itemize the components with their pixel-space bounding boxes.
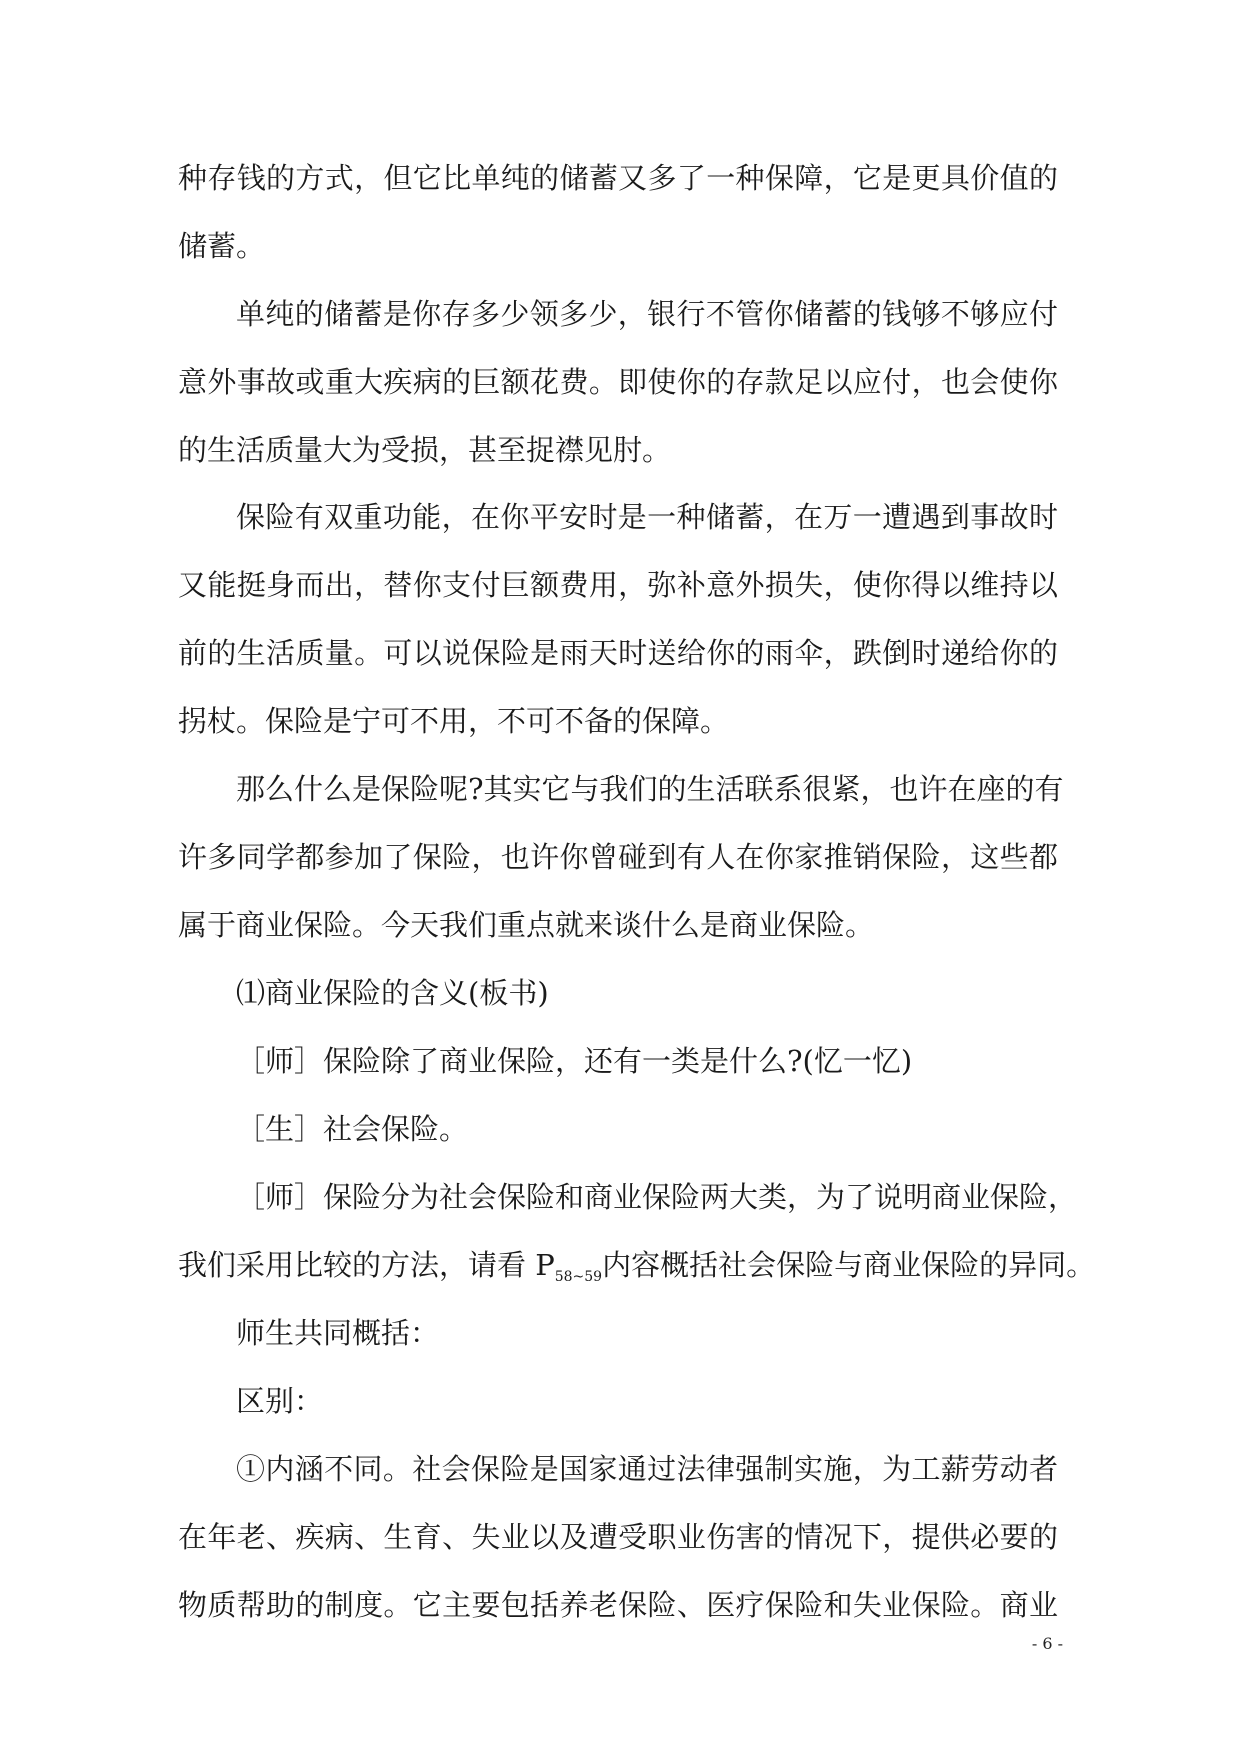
text-line: 拐杖。保险是宁可不用，不可不备的保障。 — [178, 704, 730, 738]
text-line: 种存钱的方式，但它比单纯的储蓄又多了一种保障，它是更具价值的 — [178, 161, 1058, 195]
page-number: - 6 - — [1031, 1634, 1063, 1653]
dialogue-line: ［师］保险除了商业保险，还有一类是什么?(忆一忆) — [236, 1044, 913, 1078]
text-fragment: 我们采用比较的方法，请看 P — [178, 1248, 555, 1282]
text-line: 的生活质量大为受损，甚至捉襟见肘。 — [178, 433, 672, 467]
text-line: 许多同学都参加了保险，也许你曾碰到有人在你家推销保险，这些都 — [178, 840, 1058, 874]
text-line: 物质帮助的制度。它主要包括养老保险、医疗保险和失业保险。商业 — [178, 1588, 1058, 1622]
text-line: 师生共同概括： — [236, 1316, 440, 1350]
dialogue-line: ［师］保险分为社会保险和商业保险两大类，为了说明商业保险， — [236, 1180, 1078, 1214]
text-line: 属于商业保险。今天我们重点就来谈什么是商业保险。 — [178, 908, 875, 942]
text-line: 又能挺身而出，替你支付巨额费用，弥补意外损失，使你得以维持以 — [178, 568, 1058, 602]
dialogue-line: ［生］社会保险。 — [236, 1112, 469, 1146]
page-range-subscript: 58~59 — [554, 1269, 603, 1285]
text-fragment: 内容概括社会保险与商业保险的异同。 — [602, 1248, 1096, 1282]
text-line: ①内涵不同。社会保险是国家通过法律强制实施，为工薪劳动者 — [236, 1452, 1058, 1486]
text-line: 意外事故或重大疾病的巨额花费。即使你的存款足以应付，也会使你 — [178, 365, 1058, 399]
section-heading: ⑴商业保险的含义(板书) — [236, 976, 549, 1010]
text-line: 在年老、疾病、生育、失业以及遭受职业伤害的情况下，提供必要的 — [178, 1520, 1058, 1554]
text-line: 区别： — [236, 1384, 324, 1418]
text-line — [178, 1245, 1096, 1285]
text-line: 储蓄。 — [178, 229, 266, 263]
text-line: 单纯的储蓄是你存多少领多少，银行不管你储蓄的钱够不够应付 — [236, 297, 1058, 331]
text-line: 前的生活质量。可以说保险是雨天时送给你的雨伞，跌倒时递给你的 — [178, 636, 1058, 670]
text-line: 那么什么是保险呢?其实它与我们的生活联系很紧，也许在座的有 — [236, 772, 1064, 806]
text-line: 保险有双重功能，在你平安时是一种储蓄，在万一遭遇到事故时 — [236, 500, 1058, 534]
